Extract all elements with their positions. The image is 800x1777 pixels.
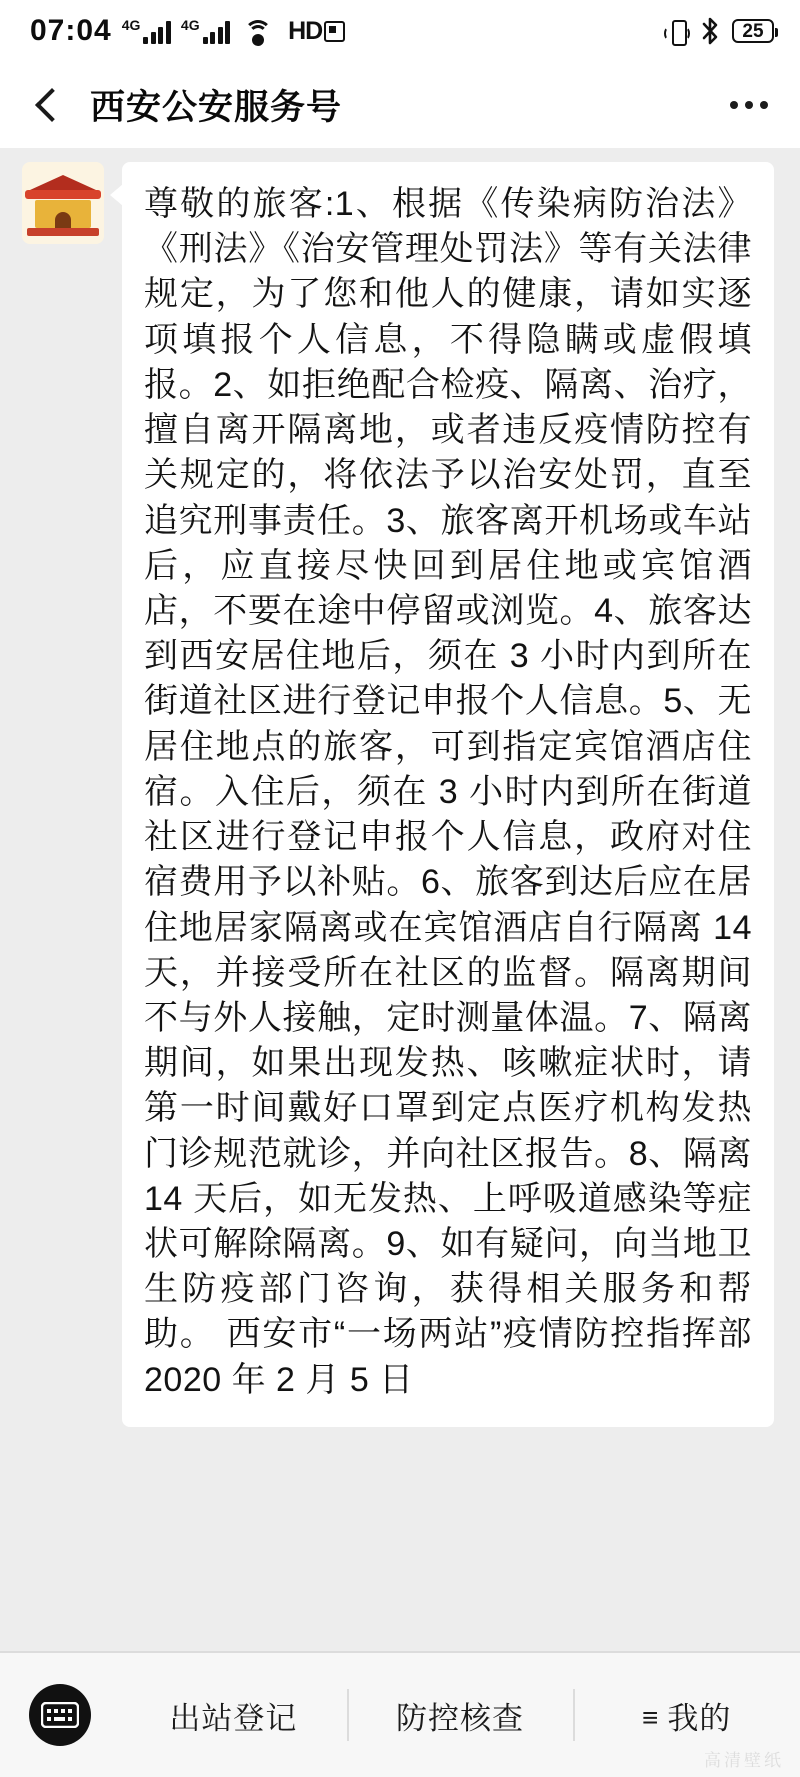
- menu-item-mine[interactable]: [573, 1693, 800, 1738]
- bluetooth-icon: [700, 17, 720, 45]
- back-chevron-icon[interactable]: [30, 85, 64, 125]
- message-bubble-wrapper: [122, 162, 774, 1427]
- keyboard-toggle-button[interactable]: [0, 1684, 120, 1746]
- signal-indicator-1: [122, 18, 171, 44]
- more-options-icon[interactable]: [730, 101, 768, 109]
- page-title: 西安公安服务号: [90, 88, 343, 127]
- battery-icon: [732, 19, 774, 43]
- menu-item-label: 出站登记: [169, 1700, 298, 1736]
- nav-bar: [0, 62, 800, 148]
- signal-bars-icon: [143, 20, 171, 44]
- menu-item-label: 我的: [667, 1700, 732, 1736]
- bottom-menu-bar: [0, 1651, 800, 1777]
- wifi-icon: [244, 20, 272, 42]
- hamburger-icon: ≡: [642, 1701, 660, 1733]
- status-time: 07:04: [30, 14, 112, 47]
- status-bar: [0, 0, 800, 62]
- bubble-tail: [110, 184, 123, 206]
- network-type-label-2: 4G: [180, 17, 200, 33]
- menu-item-label: 防控核查: [396, 1700, 524, 1736]
- network-type-label-1: 4G: [121, 17, 141, 33]
- signal-indicator-2: [181, 18, 230, 44]
- watermark-text: 高清壁纸: [704, 1751, 784, 1770]
- chat-scroll-area[interactable]: [0, 148, 800, 1653]
- keyboard-icon: [29, 1684, 91, 1746]
- battery-level: 25: [742, 20, 764, 42]
- message-row: [0, 162, 800, 1427]
- hd-icon: [288, 17, 345, 46]
- hd-label: HD: [288, 16, 323, 45]
- status-bar-right: [666, 17, 774, 45]
- avatar[interactable]: [22, 162, 104, 244]
- menu-item-exit-registration[interactable]: [120, 1693, 347, 1738]
- signal-bars-icon: [203, 20, 231, 44]
- message-text: 尊敬的旅客:1、根据《传染病防治法》《刑法》《治安管理处罚法》等有关法律规定，为了您和他人的健康，请如实逐项填报个人信息，不得隐瞒或虚假填报。2、如拒绝配合检疫、隔离、治疗，擅自离开隔离地，或者违反疫情防控有关规定的，将依法予以治安处罚，直至追究刑事责任。3、旅客离开机场或车站后，应直接尽快回到居住地或宾馆酒店，不要在途中停留或浏览。4、旅客达到西安居住地后，须在 3 小时内到所在街道社区进行登记申报个人信息。5、无居住地点的旅客，可到指定宾馆酒店住宿。入住后，须在 3 小时内到所在街道社区进行登记申报个人信息，政府对住宿费用予以补贴。6、旅客到达后应在居住地居家隔离或在宾馆酒店自行隔离 14 天，并接受所在社区的监督。隔离期间不与外人接触，定时测量体温。7、隔离期间，如果出现发热、咳嗽症状时，请第一时间戴好口罩到定点医疗机构发热门诊规范就诊，并向社区报告。8、隔离 14 天后，如无发热、上呼吸道感染等症状可解除隔离。9、如有疑问，向当地卫生防疫部门咨询，获得相关服务和帮助。 西安市“一场两站”疫情防控指挥部 2020 年 2 月 5 日: [122, 162, 774, 1427]
- status-bar-left: [30, 14, 345, 48]
- vibrate-icon: [666, 18, 688, 44]
- menu-item-prevention-check[interactable]: [347, 1693, 574, 1738]
